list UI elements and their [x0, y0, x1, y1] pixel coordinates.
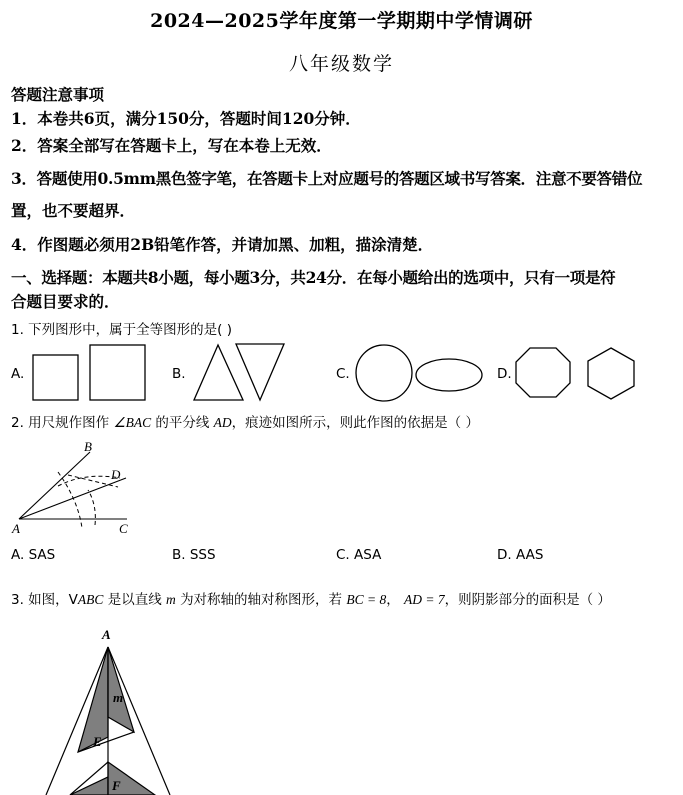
notice-heading: 答题注意事项: [11, 85, 105, 104]
q1-a-small-square: [33, 355, 78, 400]
label-m: m: [113, 690, 124, 705]
q2-option-c: C. ASA: [336, 547, 382, 563]
notice-item-3: 3．答题使用0.5mm黑色签字笔，在答题卡上对应题号的答题区域书写答案．注意不要答错位: [11, 169, 643, 188]
q2-option-b: B. SSS: [172, 547, 216, 563]
q1-option-d-label: D.: [497, 366, 512, 382]
q1-c-circle: [356, 345, 412, 401]
label-f: F: [112, 778, 121, 793]
q1-option-c-label: C.: [336, 366, 350, 382]
label-c: C: [119, 521, 128, 536]
question-1-stem: 1. 下列图形中，属于全等图形的是( ): [11, 322, 232, 338]
label-a: A: [12, 521, 20, 536]
ray-ad: [19, 478, 126, 519]
notice-item-1: 1．本卷共6页，满分150分，答题时间120分钟．: [11, 109, 361, 128]
q1-b-triangle-up: [194, 345, 243, 400]
shade-left-lower: [70, 777, 108, 795]
page-title: 2024—2025学年度第一学期期中学情调研: [150, 10, 533, 32]
q1-c-ellipse: [416, 359, 482, 391]
q1-a-large-square: [90, 345, 145, 400]
q1-d-hexagon: [588, 348, 634, 399]
q1-option-a-label: A.: [11, 366, 25, 382]
notice-item-4: 4．作图题必须用2B铅笔作答，并请加黑、加粗，描涂清楚．: [11, 235, 434, 254]
q2-figure: [0, 430, 140, 540]
q2-option-d: D. AAS: [497, 547, 544, 563]
label-d: D: [111, 467, 121, 482]
ray-ab: [19, 452, 90, 519]
label-a: A: [102, 627, 111, 642]
q1-option-b-label: B.: [172, 366, 186, 382]
q3-figure: [30, 622, 200, 795]
question-3-stem: 3. 如图，VABC 是以直线 m 为对称轴的轴对称图形，若 BC = 8， AD = 7，则阴影部分的面积是（ ）: [11, 592, 611, 608]
q2-option-a: A. SAS: [11, 547, 56, 563]
section-heading-cont: 合题目要求的．: [11, 292, 120, 311]
label-e: E: [93, 734, 102, 749]
label-b: B: [84, 439, 92, 454]
notice-item-3-cont: 置，也不要超界．: [11, 201, 136, 220]
q1-b-triangle-down: [236, 344, 284, 400]
notice-item-2: 2．答案全部写在答题卡上，写在本卷上无效．: [11, 136, 332, 155]
q1-d-octagon: [516, 348, 570, 397]
page-subtitle: 八年级数学: [288, 53, 394, 75]
question-2-stem: 2. 用尺规作图作 ∠BAC 的平分线 AD，痕迹如图所示，则此作图的依据是（ ）: [11, 415, 479, 431]
section-heading: 一、选择题：本题共8小题，每小题3分，共24分．在每小题给出的选项中，只有一项是符: [11, 268, 616, 287]
construction-arc-2: [88, 490, 95, 525]
